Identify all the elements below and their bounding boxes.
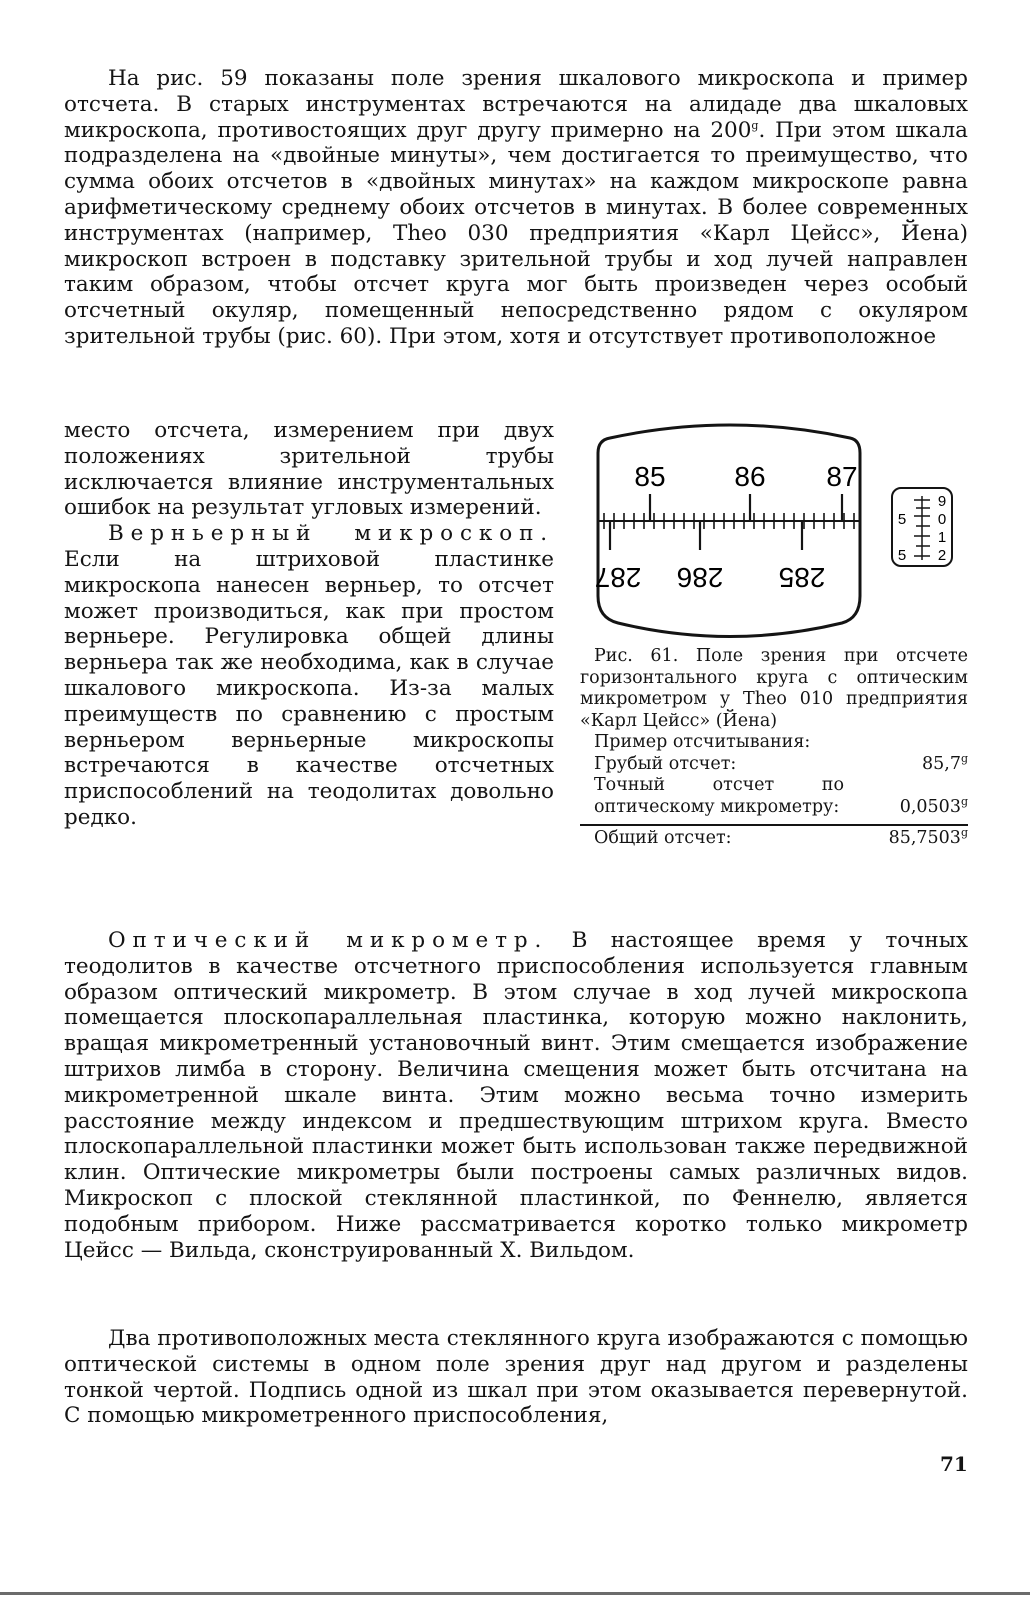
total-label: Общий отсчет: bbox=[594, 828, 732, 848]
paragraph-2: Верньерный микроскоп. Если на штриховой пластинке микроскопа нанесен верньер, то отсчет может производиться, как при простом верньере. Регулировка общей длины верньера так же необходима, как в случае шкалового микроскопа. Из-за малых преимуществ по сравнению с простым верньером верньерные микроскопы встречаются в качестве отсчетных приспособлений на теодолитах довольно редко. bbox=[64, 521, 554, 830]
microscope-field-of-view bbox=[580, 418, 970, 643]
micrometer-scale bbox=[892, 488, 952, 566]
fine-value: 0,0503$^g$ bbox=[899, 794, 968, 817]
total-reading-row bbox=[580, 824, 968, 850]
caption-example-label: Пример отсчитывания: bbox=[594, 732, 811, 752]
scale-label-top: 87 bbox=[826, 461, 858, 492]
scale-label-top: 85 bbox=[634, 461, 666, 492]
micrometer-number: 0 bbox=[937, 511, 947, 528]
figure-61 bbox=[580, 418, 970, 878]
figure-caption bbox=[580, 646, 968, 850]
paragraph-4: Два противоположных места стеклянного круга изображаются с помощью оптической системы в одном поле зрения друг над другом и разделены тонкой чертой. Подпись одной из шкал при этом оказывается перевернутой. С помощью микрометренного приспособления, bbox=[64, 1326, 968, 1429]
rough-value: 85,7$^g$ bbox=[921, 751, 968, 774]
scale-label-bottom: 287 bbox=[594, 562, 642, 593]
scale-label-bottom: 285 bbox=[778, 562, 826, 593]
paragraph-3-heading: Оптический микрометр. bbox=[108, 928, 549, 953]
total-value: 85,7503$^g$ bbox=[888, 826, 968, 848]
scan-edge-line bbox=[0, 1592, 1030, 1595]
rough-label: Грубый отсчет: bbox=[594, 753, 737, 774]
scale-label-bottom: 286 bbox=[676, 562, 724, 593]
paragraph-2-heading: Верньерный микроскоп. bbox=[108, 521, 554, 547]
paragraph-3: Оптический микрометр. В настоящее время у точных теодолитов в качестве отсчетного приспособления используется главным образом оптический микрометр. В этом случае в ход лучей микроскопа помещается плоскопараллельная пластинка, которую можно наклонить, вращая микрометренный установочный винт. Этим смещается изображение штрихов лимба в сторону. Величина смещения может быть отсчитана на микрометренной шкале винта. Этим можно весьма точно измерить расстояние между индексом и предшествующим штрихом круга. Вместо плоскопараллельной пластинки может быть использован также передвижной клин. Оптические микрометры были построены самых различных видов. Микроскоп с плоской стеклянной пластинкой, по Феннелю, является подобным прибором. Ниже рассматривается коротко только микрометр Цейсс — Вильда, сконструированный Х. Вильдом. bbox=[64, 928, 968, 1263]
paragraph-1: На рис. 59 показаны поле зрения шкалового микроскопа и пример отсчета. В старых инструментах встречаются на алидаде два шкаловых микроскопа, противостоящих друг другу примерно на 200$^g$. При этом шкала подразделена на «двойные минуты», чем достигается то преимущество, что сумма обоих отсчетов в «двойных минутах» на каждом микроскопе равна арифметическому среднему обоих отсчетов в минутах. В более современных инструментах (например, Theo 030 предприятия «Карл Цейсс», Йена) микроскоп встроен в подставку зрительной трубы и ход лучей направлен таким образом, чтобы отсчет круга мог быть произведен через особый отсчетный окуляр, помещенный непосредственно рядом с окуляром зрительной трубы (рис. 60). При этом, хотя и отсутствует противоположное bbox=[64, 66, 968, 349]
page-number: 71 bbox=[940, 1452, 968, 1476]
micrometer-number: 5 bbox=[897, 547, 907, 564]
paragraph-1-continued: место отсчета, измерением при двух положениях зрительной трубы исключается влияние инструментальных ошибок на результат угловых измерений. bbox=[64, 418, 554, 521]
scale-label-top: 86 bbox=[734, 461, 766, 492]
caption-text: Рис. 61. Поле зрения при отсчете горизонтального круга с оптическим микрометром у Theo 010 предприятия «Карл Цейсс» (Йена) bbox=[580, 646, 968, 731]
micrometer-number: 9 bbox=[937, 493, 947, 510]
fine-label: Точный отсчет по оптическому микрометру: bbox=[594, 775, 844, 817]
left-column-text bbox=[64, 418, 554, 831]
micrometer-number: 2 bbox=[937, 547, 947, 564]
rough-reading-row bbox=[580, 751, 968, 776]
fine-reading-row bbox=[580, 775, 968, 818]
micrometer-number: 5 bbox=[897, 511, 907, 528]
grad-unit: g bbox=[751, 118, 759, 132]
micrometer-number: 1 bbox=[937, 529, 947, 546]
